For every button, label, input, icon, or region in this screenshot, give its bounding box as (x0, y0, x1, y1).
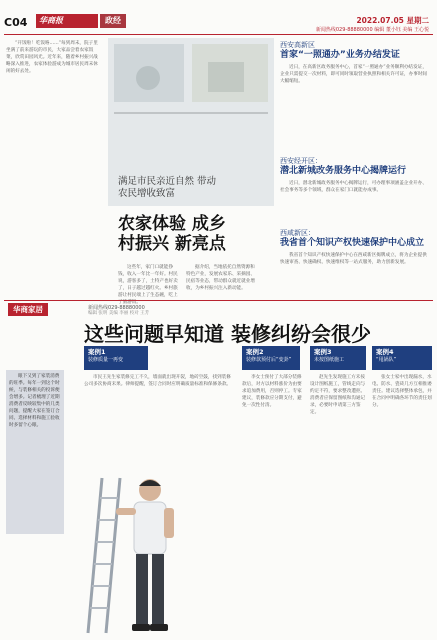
news-body-2: 近日，潜北新城政务服务中心揭牌运行，可办理事项涵盖企业开办、社会事务等多个领域，群众在家门口就能办成事。 (280, 181, 427, 193)
article-body-col1: “开饭啦！吃饭咯……”每到周末，院子里坐满了前来游玩的市民，大家品尝着农家饭菜，欣赏田园风光。近年来，随着乡村振兴战略深入推进，农家体验游成为城市居民周末休闲的好去处。 (6, 41, 98, 74)
page-number: C04 (4, 16, 28, 29)
masthead-logo: 华商报 (36, 14, 98, 28)
case-number: 案例4 (376, 348, 394, 356)
news-kicker-2: 西安经开区： (280, 157, 322, 165)
case-title: 装修质量一再变 (88, 357, 124, 363)
header-rule (4, 34, 433, 35)
case-body-4: 张女士家中出现漏水，水电、防水、瓷砖几方互相推诿责任。建议选择整体承包，并在合同中明确各环节的责任划分。 (372, 375, 432, 408)
news-headline-1: 首家“一照通办”业务办结发证 (280, 50, 400, 60)
news-kicker-1: 西安高新区 (280, 41, 315, 49)
section-tag: 华商家居 (8, 303, 48, 316)
feature-subheadline: 满足市民亲近自然 带动农民增收致富 (118, 176, 217, 199)
feature-headline: 农家体验 成乡村振兴 新亮点 (118, 214, 226, 254)
case-title: “甩锅队” (376, 357, 397, 363)
case-title: 未按图纸施工 (314, 357, 345, 363)
case-body-3: 赵先生发现施工方未按设计图纸施工，管线走向与约定不符，要求整改遭拒。消费者应保留图纸和沟通记录，必要时申请第三方鉴定。 (310, 375, 366, 415)
case-body-1: 市民王先生家装修完工不久，墙面就出现开裂，地砖空鼓，找到装修公司多次协商未果。律师提醒，签订合同时应明确质量标准和保修条款。 (84, 375, 232, 387)
news-headline-2: 潜北新城改务服务中心揭牌运行 (280, 166, 407, 176)
case-number: 案例3 (314, 348, 332, 356)
news-headline-3: 我省首个知识产权快速保护中心成立 (280, 238, 425, 248)
section-label: 政经 (100, 14, 126, 28)
case-label-1 (84, 346, 148, 370)
hotline: 新闻热线029-88880000 (88, 305, 145, 311)
case-label-4 (372, 346, 432, 370)
case-label-2 (242, 346, 300, 370)
case-body-2: 李女士预付了大部分装修款后，对方以材料涨价为由要求追加费用，否则停工。专家建议，装修款应分期支付，避免一次性付清。 (242, 375, 302, 408)
bottom-headline: 这些问题早知道 装修纠纷会很少 (84, 322, 371, 346)
case-number: 案例2 (246, 348, 264, 356)
issue-date: 2022.07.05 星期二 (356, 16, 429, 25)
bottom-editors: 编辑 张明 美编 李丽 校对 王芳 (88, 311, 150, 316)
article-body-col3: 据介绍，当地依托自然资源和特色产业，发展农家乐、采摘园、民宿等业态，带动群众就近就业增收，为乡村振兴注入新动能。 (186, 265, 255, 291)
lead-box (6, 370, 64, 534)
news-body-1: 近日，在高新区政务服务中心，首家“一照通办”业务顺利办结发证，企业只需提交一次材料，即可同时领取营业执照和相关许可证，办事时间大幅缩短。 (280, 65, 428, 84)
lead-text: 眼下又到了家装消费的旺季。每年一到这个时候，与装修相关的投诉便会增多。记者梳理了近期消费者反映较集中的几类问题，提醒大家在签订合同、选择材料和施工验收时多留个心眼。 (9, 374, 60, 428)
page-header (4, 14, 433, 36)
news-body-3: 我省首个知识产权快速保护中心在西咸新区揭牌成立，将为企业提供快速审查、快速确权、快速维权等一站式服务，助力创新发展。 (280, 253, 427, 265)
news-kicker-3: 西咸新区： (280, 229, 315, 237)
article-body-col2: 这些年，家门口就能挣钱，收入一年比一年好。村民说，游客多了，土特产也好卖了，日子越过越红火。乡村旅游让村民端上了生态碗，吃上了旅游饭。 (118, 265, 178, 305)
case-label-3 (310, 346, 366, 370)
editors-line: 新闻热线029-88880000 编辑 董小钰 美编 王心悦 (315, 27, 429, 33)
case-number: 案例1 (88, 348, 106, 356)
worker-with-ladder-photo (80, 468, 200, 636)
case-title: 装修款预付后“变卦” (246, 357, 292, 363)
bottom-section-band (4, 300, 433, 316)
